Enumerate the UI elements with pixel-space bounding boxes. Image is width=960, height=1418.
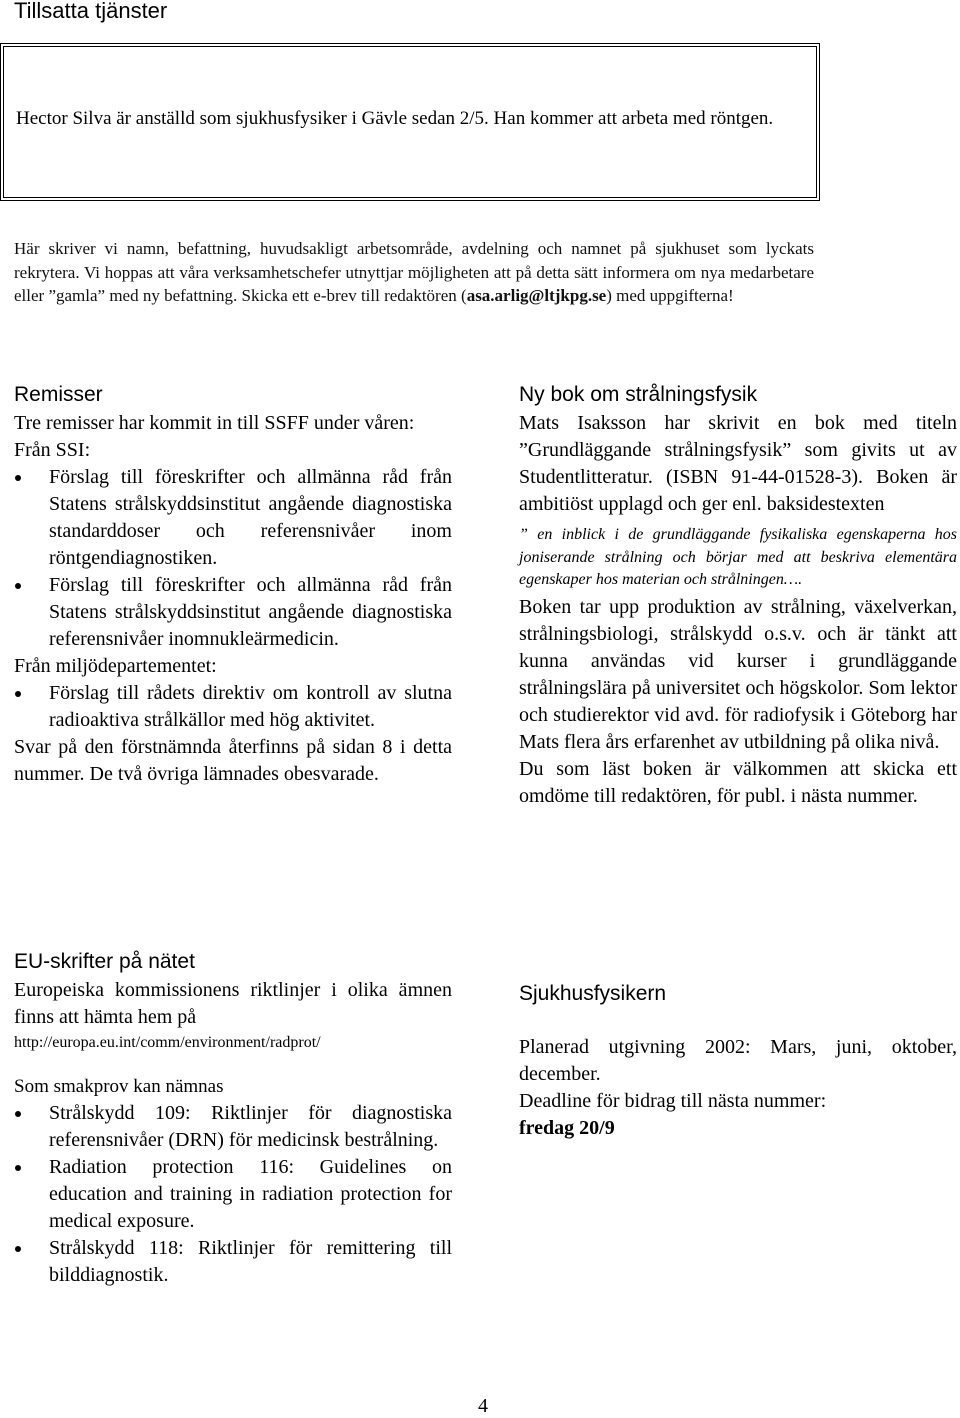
eu-url-link[interactable]: http://europa.eu.int/comm/environment/radprot/ [14, 1034, 321, 1051]
appointment-box [0, 43, 820, 201]
intro-text: Här skriver vi namn, befattning, huvudsakligt arbetsområde, avdelning och namnet på sjukhuset som lyckats rekrytera. Vi hoppas att våra verksamhetschefer utnyttjar möjligheten att på detta sätt informera om nya medarbetare eller ”gamla” med ny befattning. Skicka ett e-brev till redaktören ( [14, 239, 814, 305]
remisser-section [14, 382, 452, 788]
bullet-icon [15, 1111, 21, 1117]
eu-text: Europeiska kommissionens riktlinjer i olika ämnen finns att hämta hem på [14, 979, 452, 1028]
eu-examples-intro: Som smakprov kan nämnas [14, 1076, 224, 1097]
from-ministry-label: Från miljödepartementet: [14, 655, 217, 677]
book-paragraph-1: Mats Isaksson har skrivit en bok med titeln ”Grundläggande strålningsfysik” som givits ut av Studentlitteratur. (ISBN 91-44-01528-3). Boken är ambitiöst upplagd och ger enl. baksidestexten [519, 412, 957, 515]
intro-outro: ) med uppgifterna! [606, 286, 734, 305]
book-section [519, 382, 957, 810]
eu-item: Radiation protection 116: Guidelines on education and training in radiation protection for medical exposure. [14, 1154, 452, 1235]
eu-item: Strålskydd 109: Riktlinjer för diagnostiska referensnivåer (DRN) för medicinsk bestrålning. [14, 1100, 452, 1154]
deadline-label: Deadline för bidrag till nästa nummer: [519, 1090, 827, 1112]
sjukhusfysikern-section [519, 981, 957, 1142]
publication-schedule: Planerad utgivning 2002: Mars, juni, oktober, december. [519, 1036, 957, 1085]
bullet-icon [15, 1165, 21, 1171]
from-ssi-label: Från SSI: [14, 439, 91, 461]
remisser-heading: Remisser [14, 383, 103, 406]
eu-heading: EU-skrifter på nätet [14, 950, 195, 973]
eu-section [14, 949, 452, 1289]
bullet-icon [15, 583, 21, 589]
book-paragraph-3: Du som läst boken är välkommen att skicka ett omdöme till redaktören, för publ. i nästa nummer. [519, 757, 957, 807]
eu-item: Strålskydd 118: Riktlinjer för remittering till bilddiagnostik. [14, 1235, 452, 1289]
sjukhusfysikern-heading: Sjukhusfysikern [519, 982, 667, 1005]
ssi-item: Förslag till föreskrifter och allmänna råd från Statens strålskyddsinstitut angående diagnostiska referensnivåer inomnukleärmedicin. [14, 572, 452, 653]
remisser-intro: Tre remisser har kommit in till SSFF under våren: [14, 412, 415, 434]
remisser-outro: Svar på den förstnämnda återfinns på sidan 8 i detta nummer. De två övriga lämnades obesvarade. [14, 736, 452, 785]
bullet-icon [15, 475, 21, 481]
page-number: 4 [478, 1395, 488, 1417]
bullet-icon [15, 1246, 21, 1252]
ssi-item: Förslag till föreskrifter och allmänna råd från Statens strålskyddsinstitut angående diagnostiska standarddoser och referensnivåer inom röntgendiagnostiken. [14, 464, 452, 572]
ministry-item: Förslag till rådets direktiv om kontroll av slutna radioaktiva strålkällor med hög aktivitet. [14, 680, 452, 734]
book-quote: ” en inblick i de grundläggande fysikaliska egenskaperna hos joniserande strålning och börjar med att beskriva elementära egenskaper hos materian och strålningen…. [519, 526, 957, 588]
book-heading: Ny bok om strålningsfysik [519, 383, 758, 406]
book-paragraph-2: Boken tar upp produktion av strålning, växelverkan, strålningsbiologi, strålskydd o.s.v. och är tänkt att kunna användas vid kurser i grundläggande strålningslära på universitet och högskolor. Som lektor och studierektor vid avd. för radiofysik i Göteborg har Mats flera års erfarenhet av utbildning på olika nivå. [519, 595, 957, 753]
bullet-icon [15, 691, 21, 697]
deadline-date: fredag 20/9 [519, 1117, 615, 1139]
intro-paragraph [14, 237, 814, 308]
page-title: Tillsatta tjänster [14, 0, 168, 23]
editor-email[interactable]: asa.arlig@ltjkpg.se [466, 286, 607, 305]
appointment-text: Hector Silva är anställd som sjukhusfysiker i Gävle sedan 2/5. Han kommer att arbeta med röntgen. [16, 108, 774, 129]
